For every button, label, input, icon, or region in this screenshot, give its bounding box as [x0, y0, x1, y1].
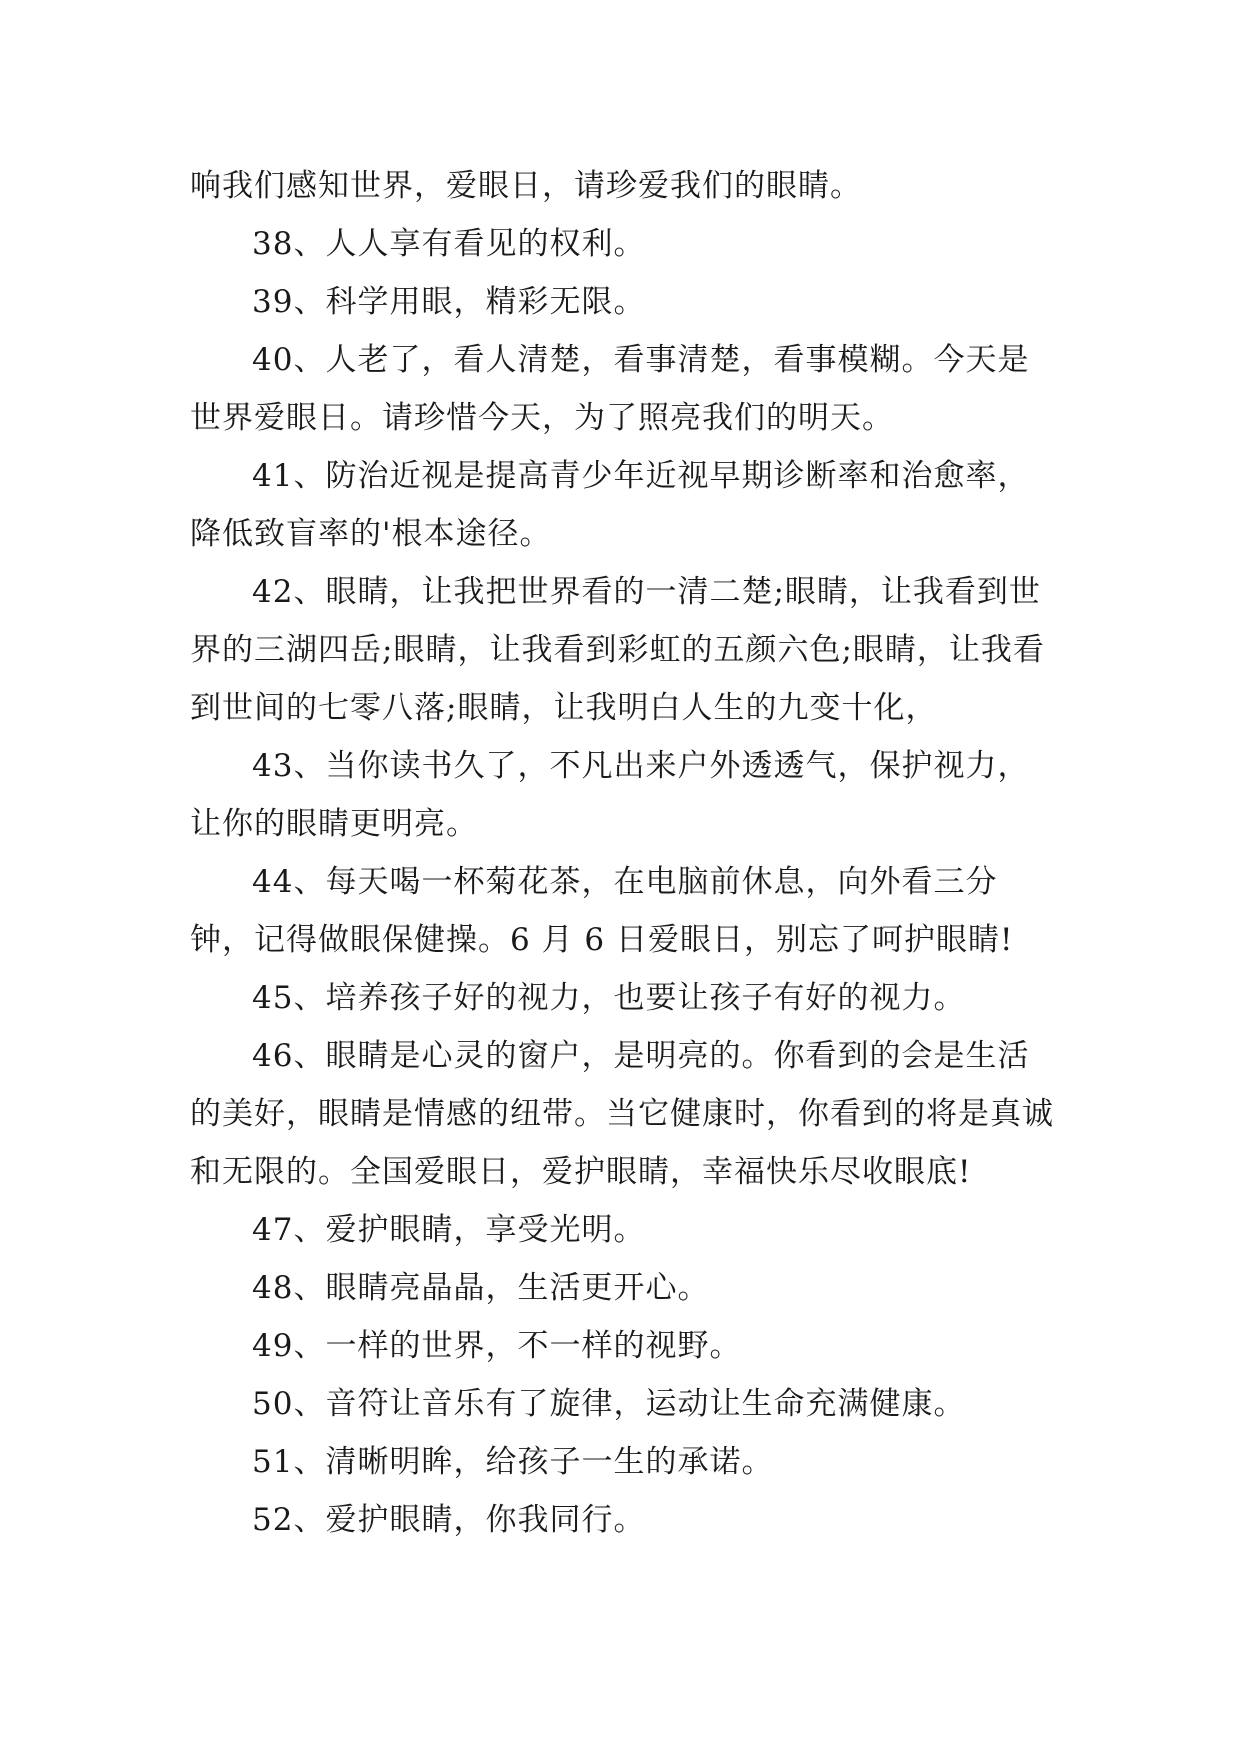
paragraph-44: 44、每天喝一杯菊花茶，在电脑前休息，向外看三分钟，记得做眼保健操。6 月 6 日爱眼日，别忘了呵护眼睛! — [190, 864, 1014, 958]
paragraph-43: 43、当你读书久了，不凡出来户外透透气，保护视力，让你的眼睛更明亮。 — [190, 748, 1030, 842]
paragraph-49: 49、一样的世界，不一样的视野。 — [252, 1328, 742, 1364]
paragraph-38: 38、人人享有看见的权利。 — [252, 226, 646, 262]
document-body — [190, 157, 1060, 1549]
paragraph-40: 40、人老了，看人清楚，看事清楚，看事模糊。今天是世界爱眼日。请珍惜今天，为了照亮我们的明天。 — [190, 342, 1030, 436]
paragraph-42: 42、眼睛，让我把世界看的一清二楚;眼睛，让我看到世界的三湖四岳;眼睛，让我看到彩虹的五颜六色;眼睛，让我看到世间的七零八落;眼睛，让我明白人生的九变十化， — [190, 574, 1045, 726]
paragraph-45: 45、培养孩子好的视力，也要让孩子有好的视力。 — [252, 980, 966, 1016]
paragraph-continuation: 响我们感知世界，爱眼日，请珍爱我们的眼睛。 — [190, 168, 862, 204]
paragraph-50: 50、音符让音乐有了旋律，运动让生命充满健康。 — [252, 1386, 966, 1422]
paragraph-39: 39、科学用眼，精彩无限。 — [252, 284, 646, 320]
paragraph-41: 41、防治近视是提高青少年近视早期诊断率和治愈率，降低致盲率的'根本途径。 — [190, 458, 1030, 552]
paragraph-51: 51、清晰明眸，给孩子一生的承诺。 — [252, 1444, 774, 1480]
paragraph-48: 48、眼睛亮晶晶，生活更开心。 — [252, 1270, 710, 1306]
paragraph-52: 52、爱护眼睛，你我同行。 — [252, 1502, 646, 1538]
paragraph-47: 47、爱护眼睛，享受光明。 — [252, 1212, 646, 1248]
paragraph-46: 46、眼睛是心灵的窗户，是明亮的。你看到的会是生活的美好，眼睛是情感的纽带。当它健康时，你看到的将是真诚和无限的。全国爱眼日，爱护眼睛，幸福快乐尽收眼底! — [190, 1038, 1054, 1190]
